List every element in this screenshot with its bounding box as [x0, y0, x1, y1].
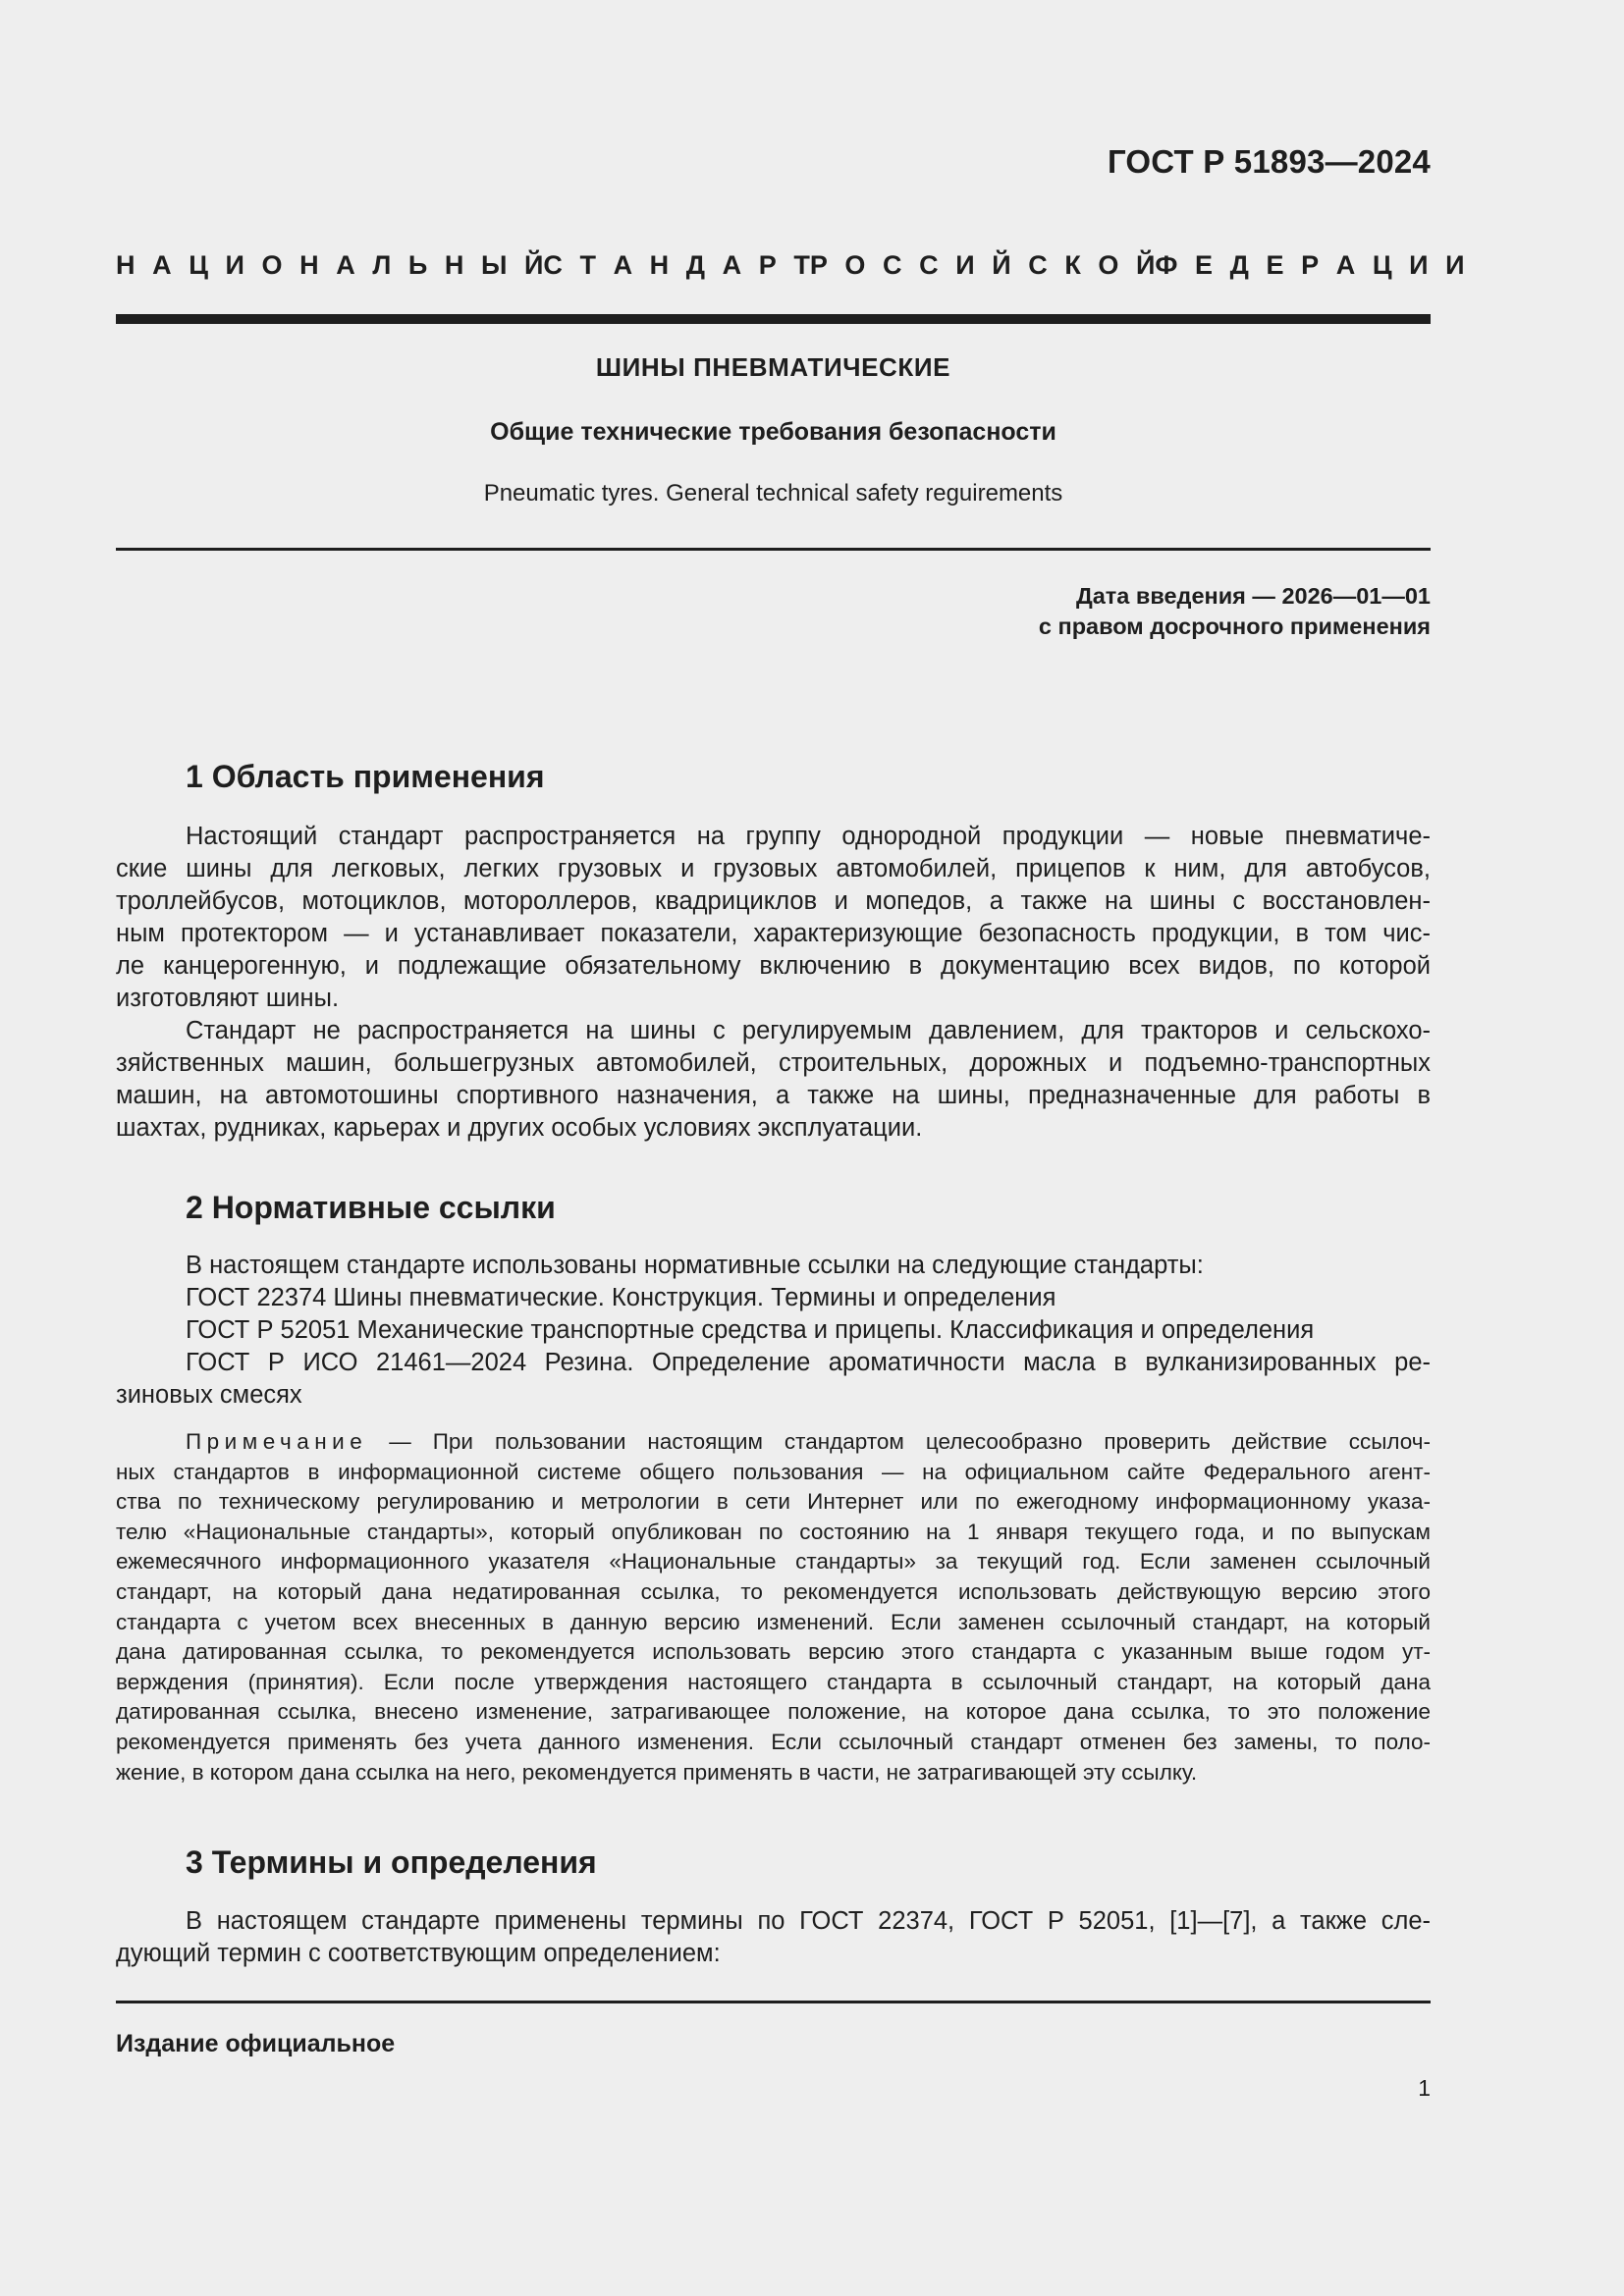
standard-banner [116, 250, 1465, 281]
banner-letter: С [883, 250, 902, 280]
banner-letter: С [1028, 250, 1048, 280]
reference-gost-r-52051: ГОСТ Р 52051 Механические транспортные средства и прицепы. Классификация и определения [186, 1316, 1315, 1344]
para-line: ным протектором — и устанавливает показатели, характеризующие безопасность продукции, в том чис- [116, 920, 1431, 947]
para-line: ле канцерогенную, и подлежащие обязательному включению в документацию всех видов, по которой [116, 952, 1431, 980]
banner-letter: И [225, 250, 244, 280]
para-line: Настоящий стандарт распространяется на группу однородной продукции — новые пневматиче- [186, 823, 1431, 850]
banner-letter: И [955, 250, 975, 280]
banner-letter: Ц [189, 250, 208, 280]
banner-letter: А [336, 250, 355, 280]
banner-letter: Р [1301, 250, 1320, 280]
para-line: троллейбусов, мотоциклов, мотороллеров, квадрициклов и мопедов, а также на шины с восстановлен- [116, 887, 1431, 915]
banner-letter: Ы [480, 250, 508, 280]
effective-date-line: Дата введения — 2026—01—01 [1075, 583, 1431, 609]
note-line: жение, в котором дана ссылка на него, рекомендуется применять в части, не затрагивающей эту ссылку. [116, 1759, 1198, 1785]
banner-word-1 [116, 250, 543, 281]
early-application-line: с правом досрочного применения [1038, 614, 1431, 639]
para-line: зяйственных машин, большегрузных автомобилей, строительных, дорожных и подъемно-транспортных [116, 1049, 1431, 1077]
document-number: ГОСТ Р 51893—2024 [1107, 143, 1431, 180]
banner-letter: Й [1136, 250, 1156, 280]
note-line: ства по техническому регулированию и метрологии в сети Интернет или по ежегодному информационному указа- [116, 1489, 1431, 1515]
banner-letter: С [543, 250, 563, 280]
note-line: телю «Национальные стандарты», который опубликован по состоянию на 1 января текущего года, и по выпускам [116, 1519, 1431, 1544]
para-line: В настоящем стандарте применены термины по ГОСТ 22374, ГОСТ Р 52051, [1]—[7], а также сле- [186, 1907, 1431, 1935]
banner-letter: Н [649, 250, 670, 280]
banner-letter: А [1335, 250, 1356, 280]
banner-word-4 [1155, 250, 1464, 281]
banner-letter: О [844, 250, 866, 280]
banner-letter: Ц [1372, 250, 1392, 280]
section-2-intro: В настоящем стандарте использованы нормативные ссылки на следующие стандарты: [186, 1252, 1204, 1279]
para-line: изготовляют шины. [116, 985, 340, 1012]
banner-letter: Р [758, 250, 777, 280]
note-line: стандарта с учетом всех внесенных в данную версию изменений. Если заменен ссылочный стандарт, на который [116, 1609, 1431, 1634]
banner-letter: Й [523, 250, 544, 280]
section-1-para-1 [116, 821, 1431, 1015]
section-1-para-2 [116, 1015, 1431, 1145]
banner-letter: Д [1229, 250, 1249, 280]
note-line: ных стандартов в информационной системе общего пользования — на официальном сайте Федерального агент- [116, 1459, 1431, 1484]
reference-gost-r-iso-21461 [116, 1347, 1431, 1412]
banner-letter: С [919, 250, 939, 280]
header-rule [116, 314, 1431, 324]
banner-letter: А [152, 250, 172, 280]
page-number: 1 [1418, 2075, 1431, 2101]
para-line: ские шины для легковых, легких грузовых и грузовых автомобилей, прицепов к ним, для автобусов, [116, 855, 1431, 882]
banner-letter: Н [116, 250, 135, 280]
para-line: Стандарт не распространяется на шины с регулируемым давлением, для тракторов и сельскохо- [186, 1017, 1431, 1044]
banner-word-3 [810, 250, 1156, 281]
banner-letter: Н [444, 250, 464, 280]
banner-letter: О [1098, 250, 1119, 280]
subtitle-ru: Общие технические требования безопасности [490, 418, 1056, 446]
note-line: стандарт, на который дана недатированная ссылка, то рекомендуется использовать действующую версию этого [116, 1578, 1431, 1604]
banner-word-2 [543, 250, 809, 281]
note-first-line [116, 1427, 1431, 1458]
banner-letter: Д [685, 250, 706, 280]
banner-letter: А [722, 250, 742, 280]
note-line: верждения (принятия). Если после утверждения настоящего стандарта в ссылочный стандарт, на который дана [116, 1669, 1431, 1694]
official-edition-label: Издание официальное [116, 2030, 396, 2057]
note-line: дана датированная ссылка, то рекомендуется использовать версию этого стандарта с указанным выше годом ут- [116, 1639, 1431, 1665]
title-rule [116, 548, 1431, 551]
banner-letter: Л [372, 250, 392, 280]
banner-letter: Ф [1155, 250, 1178, 280]
banner-letter: Н [299, 250, 319, 280]
note-line: датированная ссылка, внесено изменение, затрагивающее положение, на которое дана ссылка, то это положение [116, 1699, 1431, 1725]
section-3-para [116, 1905, 1431, 1970]
section-1-heading: 1 Область применения [186, 759, 545, 794]
footer-rule [116, 2001, 1431, 2003]
banner-letter: Р [809, 250, 828, 280]
banner-letter: Е [1266, 250, 1284, 280]
title-ru: ШИНЫ ПНЕВМАТИЧЕСКИЕ [595, 352, 951, 382]
banner-letter: Т [793, 250, 810, 280]
banner-letter: Е [1195, 250, 1214, 280]
reference-gost-22374: ГОСТ 22374 Шины пневматические. Конструкция. Термины и определения [186, 1284, 1056, 1311]
title-en: Pneumatic tyres. General technical safety reguirements [483, 480, 1063, 507]
para-line: шахтах, рудниках, карьерах и других особых условиях эксплуатации. [116, 1114, 923, 1142]
para-line: машин, на автомотошины спортивного назначения, а также на шины, предназначенные для работы в [116, 1082, 1431, 1109]
note-label: Примечание [186, 1429, 368, 1454]
note-first-text: — При пользовании настоящим стандартом целесообразно проверить действие ссылоч- [367, 1429, 1431, 1454]
banner-letter: К [1064, 250, 1081, 280]
note-line: ежемесячного информационного указателя «Национальные стандарты» за текущий год. Если заменен ссылочный [116, 1549, 1431, 1575]
section-3-heading: 3 Термины и определения [186, 1844, 597, 1880]
banner-letter: Т [579, 250, 596, 280]
banner-letter: Й [992, 250, 1011, 280]
effective-date [1039, 581, 1431, 642]
normative-note [116, 1427, 1431, 1788]
banner-letter: И [1409, 250, 1429, 280]
section-2-heading: 2 Нормативные ссылки [186, 1190, 556, 1225]
banner-letter: И [1445, 250, 1465, 280]
para-line: дующий термин с соответствующим определением: [116, 1940, 721, 1967]
note-line: рекомендуется применять без учета данного изменения. Если ссылочный стандарт отменен без замены, то поло- [116, 1729, 1431, 1754]
para-line: зиновых смесях [116, 1381, 302, 1409]
banner-letter: А [613, 250, 633, 280]
banner-letter: Ь [407, 250, 428, 280]
para-line: ГОСТ Р ИСО 21461—2024 Резина. Определение ароматичности масла в вулканизированных ре- [186, 1349, 1431, 1376]
banner-letter: О [261, 250, 283, 280]
